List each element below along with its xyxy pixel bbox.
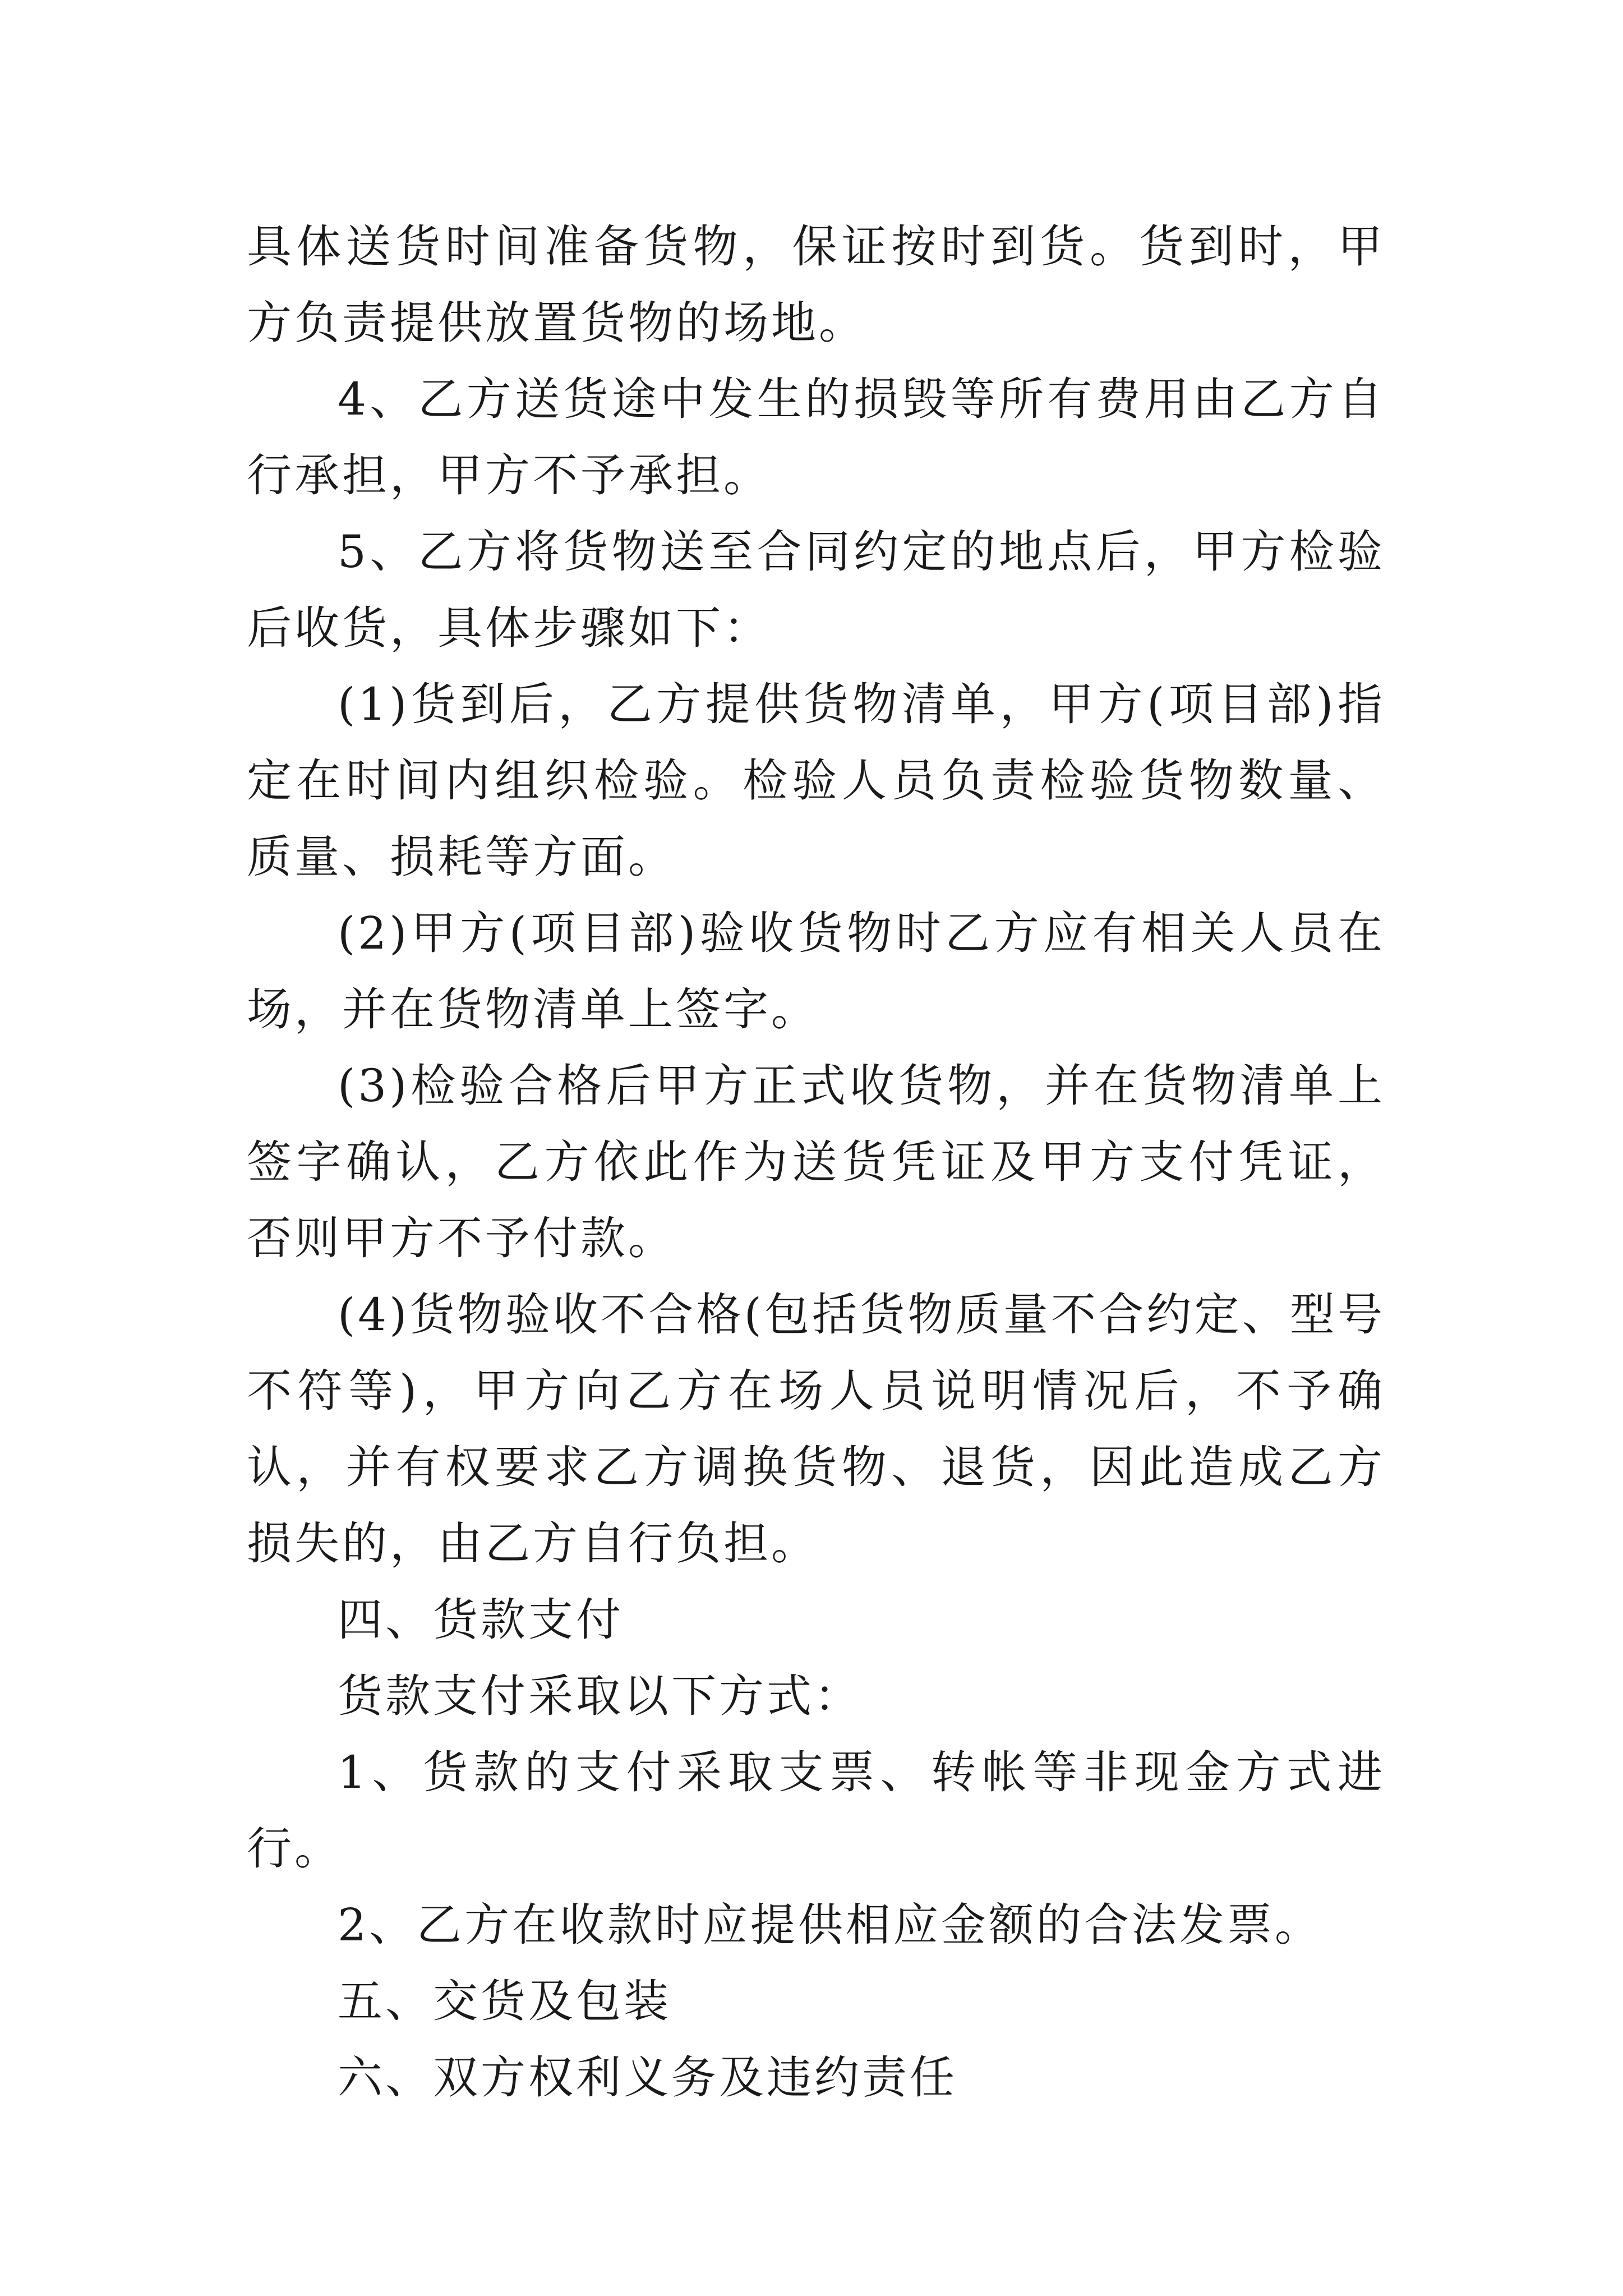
paragraph-payment-intro: 货款支付采取以下方式： [338, 1670, 862, 1722]
paragraph-step-3: (3)检验合格后甲方正式收货物，并在货物清单上签字确认，乙方依此作为送货凭证及甲方支付凭证，否则甲方不予付款。 [247, 1060, 1385, 1264]
paragraph-clause-4: 4、乙方送货途中发生的损毁等所有费用由乙方自行承担，甲方不予承担。 [247, 373, 1385, 501]
paragraph-payment-1: 1、货款的支付采取支票、转帐等非现金方式进行。 [247, 1746, 1385, 1875]
paragraph-step-2: (2)甲方(项目部)验收货物时乙方应有相关人员在场，并在货物清单上签字。 [247, 907, 1385, 1036]
paragraph-payment-2: 2、乙方在收款时应提供相应金额的合法发票。 [338, 1899, 1322, 1951]
section-heading-delivery-packaging: 五、交货及包装 [338, 1975, 671, 2027]
paragraph-delivery-continuation: 具体送货时间准备货物，保证按时到货。货到时，甲方负责提供放置货物的场地。 [247, 220, 1385, 349]
document-body [247, 209, 1385, 2116]
paragraph-step-1: (1)货到后，乙方提供货物清单，甲方(项目部)指定在时间内组织检验。检验人员负责检验货物数量、质量、损耗等方面。 [247, 678, 1385, 883]
section-heading-payment: 四、货款支付 [338, 1594, 624, 1646]
paragraph-clause-5: 5、乙方将货物送至合同约定的地点后，甲方检验后收货，具体步骤如下： [247, 526, 1385, 654]
paragraph-step-4: (4)货物验收不合格(包括货物质量不合约定、型号不符等)，甲方向乙方在场人员说明情况后，不予确认，并有权要求乙方调换货物、退货，因此造成乙方损失的，由乙方自行负担。 [247, 1289, 1385, 1570]
section-heading-rights-obligations: 六、双方权利义务及违约责任 [338, 2051, 957, 2104]
